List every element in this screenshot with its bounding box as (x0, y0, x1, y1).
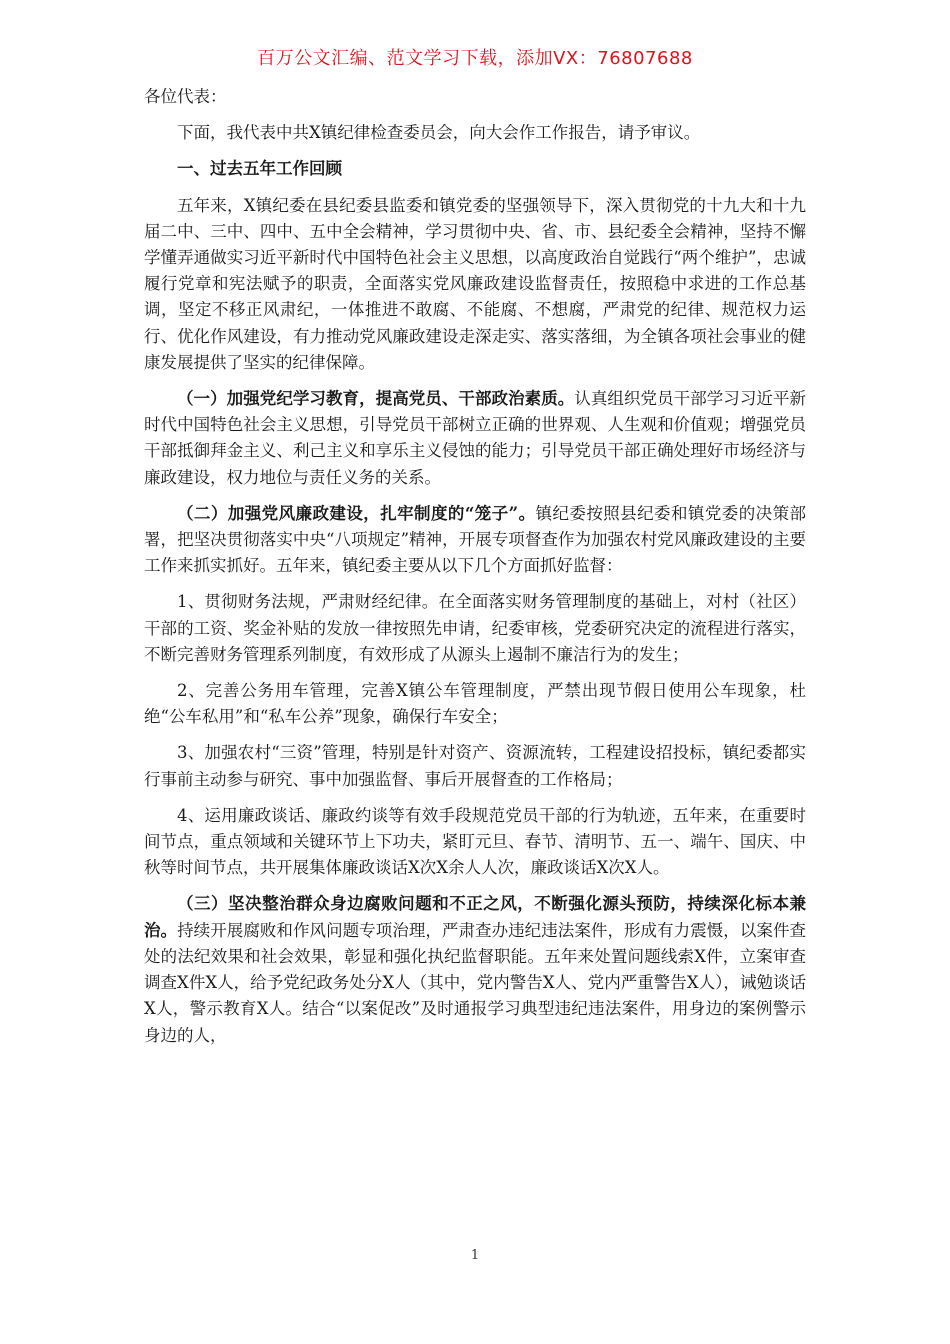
salutation: 各位代表： (144, 87, 227, 106)
item1-heading: （一）加强党纪学习教育，提高党员、干部政治素质。 (177, 389, 575, 409)
sub-item-1: 1、贯彻财务法规，严肃财经纪律。在全面落实财务管理制度的基础上，对村（社区）干部的工资、奖金补贴的发放一律按照先申请，纪委审核，党委研究决定的流程进行落实，不断完善财务管理系列制度，有效形成了从源头上遏制不廉洁行为的发生； (144, 592, 806, 664)
section-title: 一、过去五年工作回顾 (177, 159, 342, 179)
item2-paragraph (144, 501, 806, 580)
item1-paragraph (144, 386, 806, 491)
item2-body: 镇纪委按照县纪委和镇党委的决策部署，把坚决贯彻落实中央“八项规定”精神，开展专项督查作为加强农村党风廉政建设的主要工作来抓实抓好。五年来，镇纪委主要从以下几个方面抓好监督： (144, 503, 807, 576)
item3-body: 持续开展腐败和作风问题专项治理，严肃查办违纪违法案件，形成有力震慑，以案件查处的法纪效果和社会效果，彰显和强化执纪监督职能。五年来处置问题线索X件，立案审查调查X件X人，给予党纪政务处分X人（其中，党内警告X人、党内严重警告X人），诫勉谈话X人，警示教育X人。结合“以案促改”及时通报学习典型违纪违法案件，用身边的案例警示身边的人， (144, 920, 807, 1045)
item3-heading: （三）坚决整治群众身边腐败问题和不正之风，不断强化源头预防，持续深化标本兼治。 (144, 894, 806, 940)
item3-paragraph (144, 891, 806, 1048)
sub-item-4: 4、运用廉政谈话、廉政约谈等有效手段规范党员干部的行为轨迹，五年来，在重要时间节点，重点领域和关键环节上下功夫，紧盯元旦、春节、清明节、五一、端午、国庆、中秋等时间节点，共开展集体廉政谈话X次X余人人次，廉政谈话X次X人。 (144, 805, 806, 878)
item2-heading: （二）加强党风廉政建设，扎牢制度的“笼子”。 (177, 503, 536, 523)
sub-item-3: 3、加强农村“三资”管理，特别是针对资产、资源流转，工程建设招投标，镇纪委都实行事前主动参与研究、事中加强监督、事后开展督查的工作格局； (144, 743, 806, 789)
page-number: 1 (470, 1248, 480, 1263)
intro-paragraph: 下面，我代表中共X镇纪律检查委员会，向大会作工作报告，请予审议。 (177, 123, 701, 143)
overview-paragraph: 五年来，X镇纪委在县纪委县监委和镇党委的坚强领导下，深入贯彻党的十九大和十九届二中、三中、四中、五中全会精神，学习贯彻中央、省、市、县纪委全会精神，坚持不懈学懂弄通做实习近平新时代中国特色社会主义思想，以高度政治自觉践行“两个维护”，忠诚履行党章和宪法赋予的职责，全面落实党风廉政建设监督责任，按照稳中求进的工作总基调，坚定不移正风肃纪，一体推进不敢腐、不能腐、不想腐，严肃党的纪律、规范权力运行、优化作风建设，有力推动党风廉政建设走深走实、落实落细，为全镇各项社会事业的健康发展提供了坚实的纪律保障。 (144, 195, 806, 372)
header-banner: 百万公文汇编、范文学习下载，添加VX：76807688 (257, 48, 693, 69)
document-body (144, 84, 806, 1059)
item1-body: 认真组织党员干部学习习近平新时代中国特色社会主义思想，引导党员干部树立正确的世界观、人生观和价值观；增强党员干部抵御拜金主义、利己主义和享乐主义侵蚀的能力；引导党员干部正确处理好市场经济与廉政建设，权力地位与责任义务的关系。 (144, 389, 807, 487)
sub-item-2: 2、完善公务用车管理，完善X镇公车管理制度，严禁出现节假日使用公车现象，杜绝“公车私用”和“私车公养”现象，确保行车安全； (144, 681, 806, 727)
